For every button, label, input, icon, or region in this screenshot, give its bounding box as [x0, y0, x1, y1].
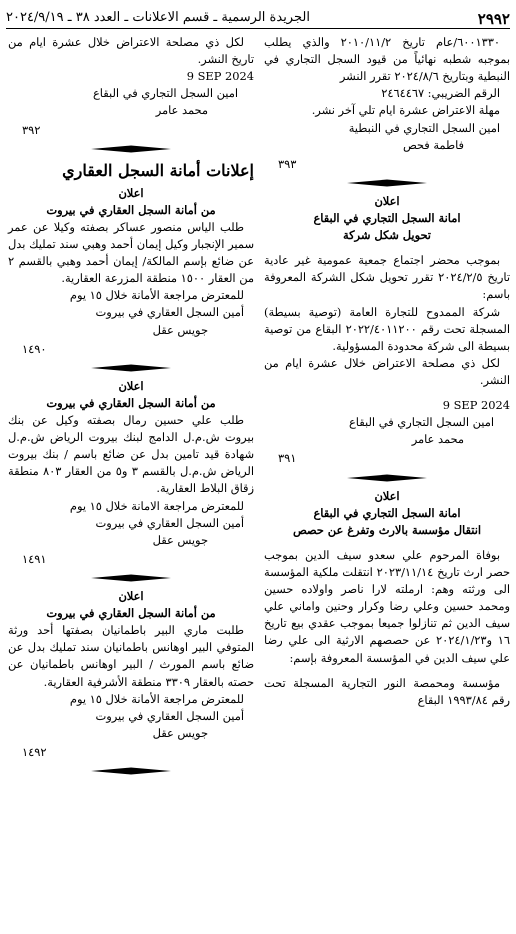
tax-number: الرقم الضريبي: ٢٤٦٤٤٦٧ — [381, 86, 500, 101]
separator-ornament — [91, 145, 171, 153]
notice-text: لكل ذي مصلحة الاعتراض خلال عشرة ايام من تاريخ النشر. — [8, 35, 254, 67]
ad-heading: اعلان — [118, 185, 144, 200]
review-period: للمعترض مراجعة الأمانة خلال ١٥ يوم — [69, 288, 244, 303]
notice-number: ١٤٩١ — [22, 551, 47, 566]
notice-number: ٣٩٣ — [278, 156, 297, 171]
ad-authority: امانة السجل التجاري في البقاع — [313, 210, 461, 225]
ad-authority: من أمانة السجل العقاري في بيروت — [46, 606, 216, 621]
signatory-title: امين السجل التجاري في البقاع — [93, 86, 238, 101]
ad-heading: اعلان — [374, 488, 400, 503]
ad-date: 9 SEP 2024 — [442, 398, 510, 413]
signatory-name: جويس عقل — [152, 322, 208, 337]
signatory-title: امين السجل التجاري في النبطية — [348, 120, 500, 135]
separator-ornament — [347, 179, 427, 187]
ad-body: طلبت ماري البير باطمانيان بصفتها أحد ورثة المتوفي البير اوهانس باطمانيان سند تمليك بدل عن ضائع باسم المورث / البير اوهانس باطمانيان عن حصته بالعقار ٣٣٠٩ منطقة الأشرفية العقارية. — [8, 623, 254, 689]
notice-number: ٣٩٢ — [22, 122, 41, 137]
signatory-title: أمين السجل العقاري في بيروت — [95, 708, 244, 723]
ad-date: 9 SEP 2024 — [186, 69, 254, 84]
ad-body: شركة الممدوح للتجارة العامة (توصية بسيطة) المسجلة تحت رقم ٢٠٢٢/٤٠١١٢٠٠ البقاع من توصية بسيطة الى شركة محدودة المسؤولية. — [264, 304, 510, 353]
signatory-title: امين السجل التجاري في البقاع — [349, 415, 494, 430]
separator-ornament — [91, 767, 171, 775]
ad-authority: من أمانة السجل العقاري في بيروت — [46, 395, 216, 410]
ad-body: بموجب محضر اجتماع جمعية عمومية غير عادية تاريخ ٢٠٢٤/٢/٥ تقرر تحويل شكل الشركة المعروفة باسم: — [264, 253, 510, 302]
signatory-name: محمد عامر — [411, 432, 464, 447]
page-number: ٢٩٩٢ — [477, 10, 510, 28]
notice-number: ٣٩١ — [278, 451, 297, 466]
signatory-title: أمين السجل العقاري في بيروت — [95, 515, 244, 530]
page-header — [6, 6, 510, 29]
ad-subject: انتقال مؤسسة بالارث وتفرغ عن حصص — [292, 522, 482, 537]
section-title: إعلانات أمانة السجل العقاري — [62, 160, 254, 180]
ad-body: طلب علي حسين رمال بصفته وكيل عن بنك بيروت ش.م.ل الدامج لبنك بيروت الرياض ش.م.ل شهادة قيد تامين بدل عن ضائع باسم / بنك بيروت الرياض ش.م.ل بالقسم ٣ و٥ من العقار ٨٠٣ منطقة زقاق البلاط العقارية. — [8, 412, 255, 496]
separator-ornament — [347, 474, 427, 482]
notice-number: ١٤٩٠ — [22, 341, 47, 356]
ad-authority: من أمانة السجل العقاري في بيروت — [46, 202, 216, 217]
signatory-name: محمد عامر — [155, 103, 208, 118]
signatory-title: أمين السجل العقاري في بيروت — [95, 305, 244, 320]
separator-ornament — [91, 574, 171, 582]
review-period: للمعترض مراجعة الأمانة خلال ١٥ يوم — [69, 691, 244, 706]
ad-body: لكل ذي مصلحة الاعتراض خلال عشرة ايام من النشر. — [264, 355, 510, 387]
ad-heading: اعلان — [374, 193, 400, 208]
separator-ornament — [91, 364, 171, 372]
ad-body: طلب الياس منصور عساكر بصفته وكيلا عن عمر سمير الإنجبار وكيل إيمان أحمد وهبي سند تمليك بدل عن ضائع بإسم المالكة/ إيمان أحمد وهبي بالقسم ٢ من العقار ١٥٠٠ منطقة المزرعة العقارية. — [8, 219, 254, 286]
ad-authority: امانة السجل التجاري في البقاع — [313, 505, 461, 520]
notice-number: ١٤٩٢ — [22, 744, 47, 759]
ad-heading: اعلان — [118, 588, 144, 603]
ad-body: بوفاة المرحوم علي سعدو سيف الدين بموجب حصر ارث تاريخ ٢٠٢٣/١١/١٤ انتقلت ملكية المؤسسة الى ورثته وهم: ارملته لارا ناصر واولاده حسين ومحمد حسين وعلي رضا وكرار وحنين واماني علي سيف الدين ثم تنازلوا جميعا بموجب عقدي بيع تاريخ ١٦ و٢٠٢٤/١/٢٣ عن حصصهم الارثية الى علي رضا علي سيف الدين في المؤسسة المعروفة بإسم: — [264, 547, 511, 665]
notice-text: ٦٠٠١٣٣٠/عام تاريخ ٢٠١٠/١١/٢ والذي يطلب بموجبه شطبه نهائياً من قيود السجل التجاري في النبطية وبتاريخ ٢٠٢٤/٨/٦ تقرر النشر — [264, 35, 510, 84]
ad-subject: تحويل شكل شركة — [343, 228, 431, 243]
objection-period: مهلة الاعتراض عشرة ايام تلي آخر نشر. — [311, 103, 500, 118]
signatory-name: فاطمة فحص — [402, 137, 464, 152]
right-column — [264, 34, 510, 709]
left-column — [8, 34, 254, 781]
review-period: للمعترض مراجعة الامانة خلال ١٥ يوم — [69, 498, 244, 513]
gazette-title: الجريدة الرسمية ـ قسم الاعلانات ـ العدد ٣٨ ـ ٢٠٢٤/٩/١٩ — [6, 10, 310, 25]
ad-body: مؤسسة ومحمصة النور التجارية المسجلة تحت رقم ١٩٩٣/٨٤ البقاع — [264, 675, 510, 707]
ad-heading: اعلان — [118, 378, 144, 393]
signatory-name: جويس عقل — [152, 725, 208, 740]
signatory-name: جويس عقل — [152, 532, 208, 547]
